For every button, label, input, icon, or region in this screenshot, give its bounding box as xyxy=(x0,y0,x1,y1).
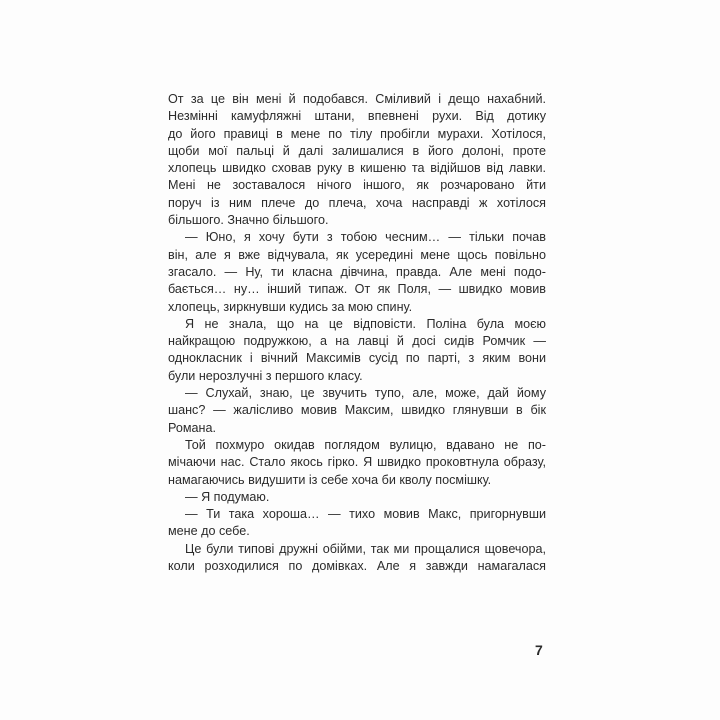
text-line: більшого. Значно більшого. xyxy=(168,213,329,228)
text-line: мічаючи нас. Стало якось гірко. Я швидко проковтнула образу, xyxy=(168,455,546,470)
text-line: бається… ну… інший типаж. От як Поля, — швидко мовив xyxy=(168,282,546,297)
text-line: — Юно, я хочу бути з тобою чесним… — тільки почав xyxy=(185,230,546,245)
text-line: були нерозлучні з першого класу. xyxy=(168,368,363,383)
text-line: поруч із ним плече до плеча, хоча насправді ж хотілося xyxy=(168,195,546,210)
text-line: до його правиці в мене по тілу пробігли мурахи. Хотілося, xyxy=(168,126,546,141)
text-line: Це були типові дружні обійми, так ми прощалися щовечора, xyxy=(185,541,546,556)
text-line: найкращою подружкою, а на лавці й досі сидів Ромчик — xyxy=(168,334,546,349)
text-line: Мені не зоставалося нічого іншого, як розчаровано йти xyxy=(168,178,546,193)
text-line: хлопець, зиркнувши кудись за мою спину. xyxy=(168,299,413,314)
text-line: шанс? — жалісливо мовив Максим, швидко глянувши в бік xyxy=(168,403,546,418)
body-text xyxy=(168,91,546,575)
text-line: він, але я вже відчувала, як усередині мене щось повільно xyxy=(168,247,546,262)
text-line: Той похмуро окидав поглядом вулицю, вдавано не по- xyxy=(185,437,546,452)
text-line: — Я подумаю. xyxy=(185,489,270,504)
text-line: однокласник і вічний Максимів сусід по парті, з яким вони xyxy=(168,351,546,366)
text-line: — Ти така хороша… — тихо мовив Макс, пригорнувши xyxy=(185,507,546,522)
text-line: коли розходилися по домівках. Але я завжди намагалася xyxy=(168,559,546,574)
page-number: 7 xyxy=(535,642,543,658)
text-line: — Слухай, знаю, це звучить тупо, але, може, дай йому xyxy=(185,386,546,401)
text-line: Романа. xyxy=(168,420,216,435)
text-line: Незмінні камуфляжні штани, впевнені рухи. Від дотику xyxy=(168,109,546,124)
text-line: хлопець швидко сховав руку в кишеню та відійшов від лавки. xyxy=(168,161,546,176)
text-line: згасало. — Ну, ти класна дівчина, правда. Але мені подо- xyxy=(168,264,546,279)
text-line: щоби мої пальці й далі залишалися в його долоні, проте xyxy=(168,143,546,158)
text-line: мене до себе. xyxy=(168,524,250,539)
text-line: намагаючись видушити із себе хоча би кволу посмішку. xyxy=(168,472,492,487)
text-line: От за це він мені й подобався. Сміливий і дещо нахабний. xyxy=(168,92,546,106)
text-line: Я не знала, що на це відповісти. Поліна була моєю xyxy=(185,316,546,331)
